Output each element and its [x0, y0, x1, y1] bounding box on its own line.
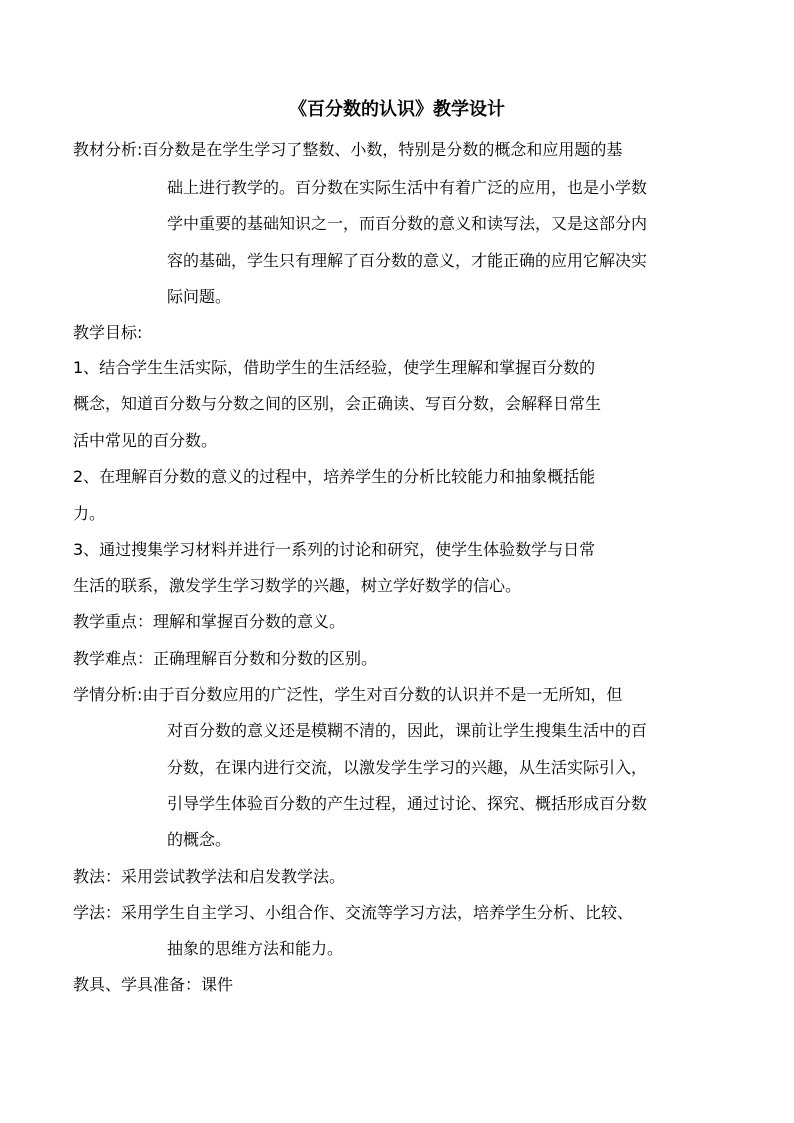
analysis-line-1: [73, 139, 622, 161]
learning-method-text-1: 采用学生自主学习、小组合作、交流等学习方法，培养学生分析、比较、: [121, 903, 634, 922]
goal-1-line-1: 1、结合学生生活实际，借助学生的生活经验，使学生理解和掌握百分数的: [73, 358, 596, 377]
analysis-label: 教材分析:: [73, 140, 143, 159]
situation-line-1: [73, 684, 622, 706]
situation-text-1: 由于百分数应用的广泛性，学生对百分数的认识并不是一无所知，但: [142, 685, 623, 704]
analysis-text-1: 百分数是在学生学习了整数、小数，特别是分数的概念和应用题的基: [142, 140, 623, 159]
analysis-text-4: 容的基础，学生只有理解了百分数的意义，才能正确的应用它解决实: [167, 251, 648, 270]
goals-label: 教学目标:: [73, 323, 143, 342]
goal-2-line-2: 力。: [73, 504, 106, 523]
difficulty: 教学难点：正确理解百分数和分数的区别。: [73, 649, 378, 668]
situation-text-2: 对百分数的意义还是模糊不清的，因此，课前让学生搜集生活中的百: [167, 721, 648, 740]
document-title: 《百分数的认识》教学设计: [289, 99, 505, 120]
learning-method-text-2: 抽象的思维方法和能力。: [167, 939, 344, 958]
situation-text-5: 的概念。: [167, 830, 232, 849]
analysis-text-2: 础上进行教学的。百分数在实际生活中有着广泛的应用，也是小学数: [167, 178, 648, 197]
goal-1-line-2: 概念，知道百分数与分数之间的区别，会正确读、写百分数，会解释日常生: [73, 394, 602, 413]
situation-label: 学情分析:: [73, 685, 143, 704]
situation-text-4: 引导学生体验百分数的产生过程，通过讨论、探究、概括形成百分数: [167, 794, 648, 813]
situation-text-3: 分数，在课内进行交流，以激发学生学习的兴趣，从生活实际引入，: [167, 758, 648, 777]
learning-method-label: 学法：: [73, 903, 122, 922]
tools: 教具、学具准备：课件: [73, 975, 234, 994]
goal-3-line-2: 生活的联系，激发学生学习数学的兴趣，树立学好数学的信心。: [73, 576, 522, 595]
goal-3-line-1: 3、通过搜集学习材料并进行一系列的讨论和研究，使学生体验数学与日常: [73, 540, 596, 559]
learning-method-line-1: [73, 902, 633, 924]
goal-2-line-1: 2、在理解百分数的意义的过程中，培养学生的分析比较能力和抽象概括能: [73, 467, 596, 486]
analysis-text-3: 学中重要的基础知识之一，而百分数的意义和读写法，又是这部分内: [167, 214, 648, 233]
key-point: 教学重点：理解和掌握百分数的意义。: [73, 612, 346, 631]
teaching-method: 教法：采用尝试教学法和启发教学法。: [73, 867, 346, 886]
goal-1-line-3: 活中常见的百分数。: [73, 431, 218, 450]
analysis-text-5: 际问题。: [167, 287, 232, 306]
